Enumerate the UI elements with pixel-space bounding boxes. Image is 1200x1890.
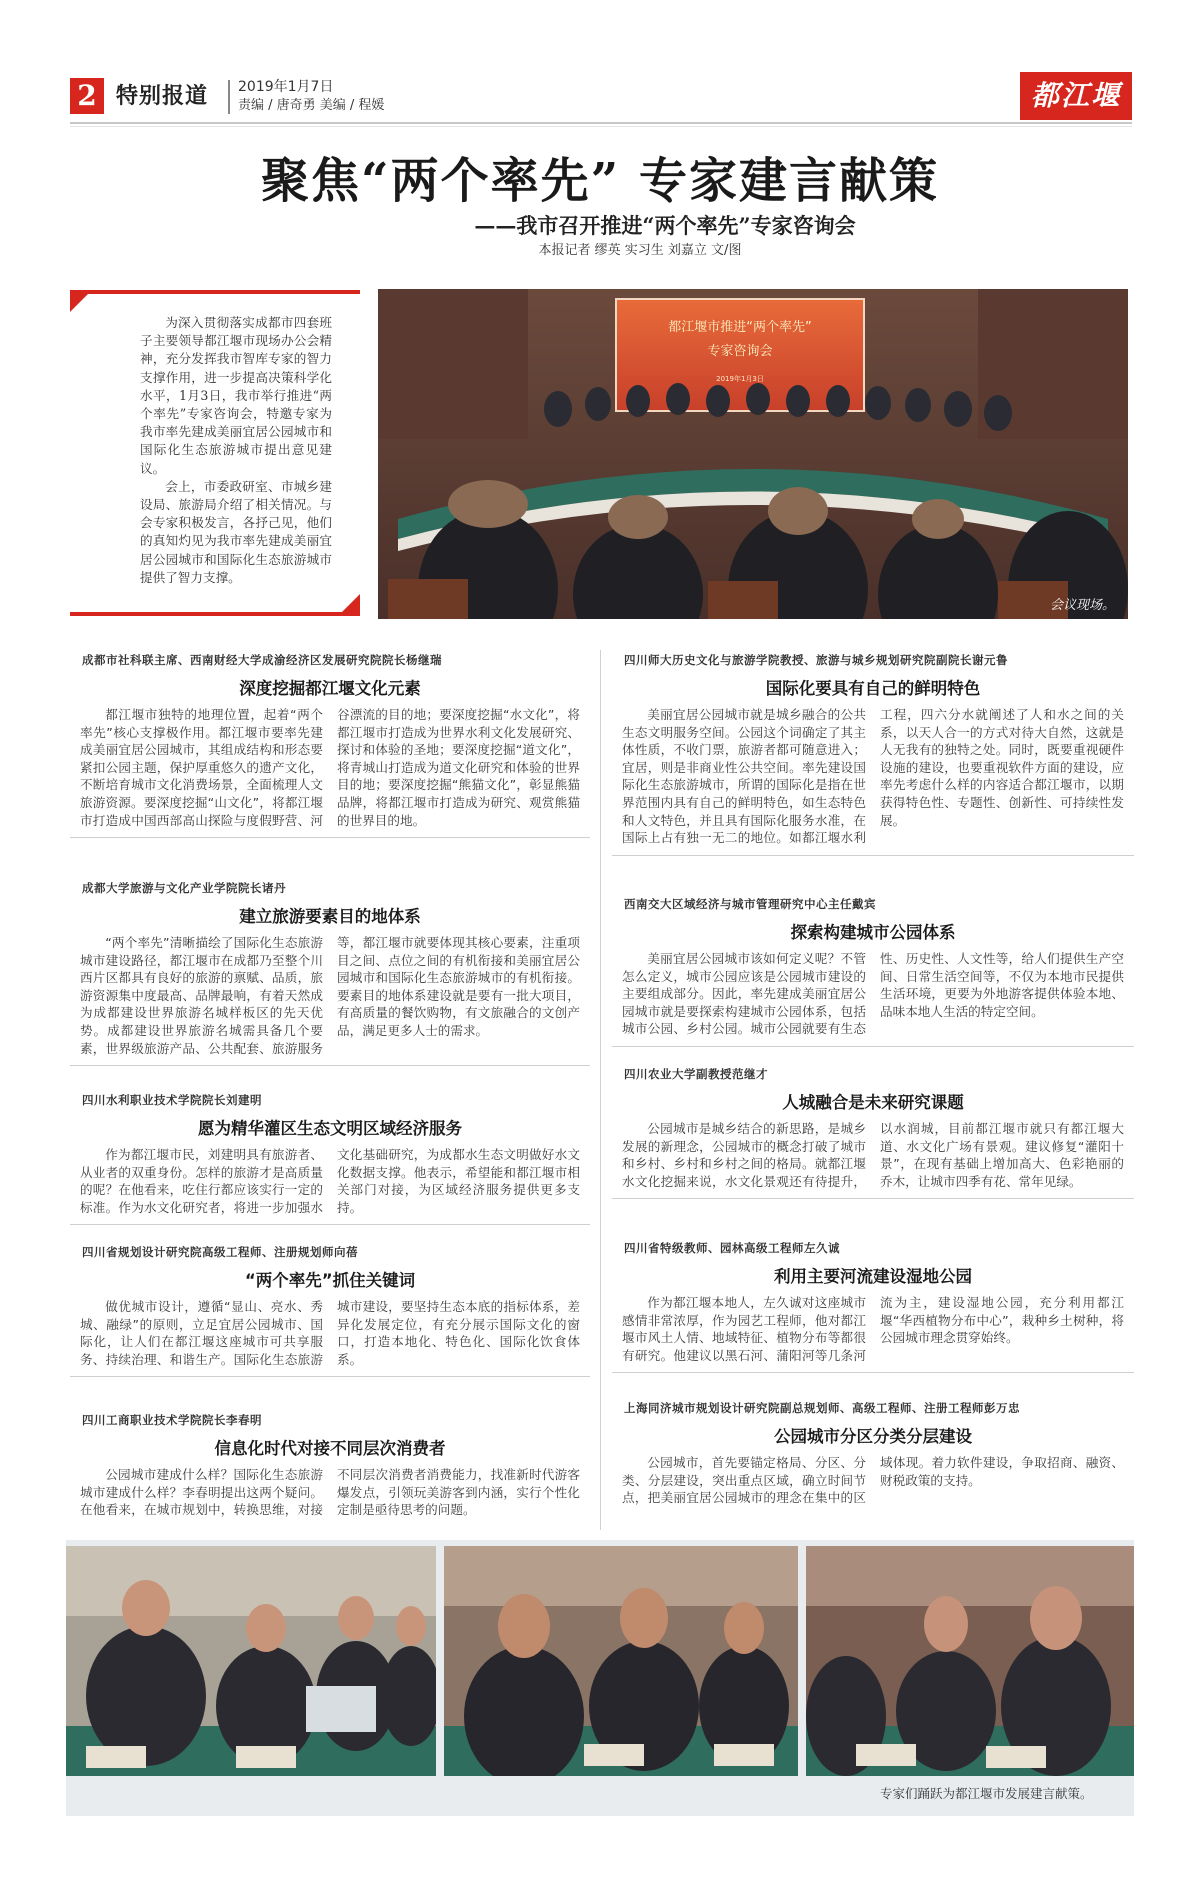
article: [70, 652, 590, 838]
article-rule: [612, 1046, 1134, 1047]
banner-line2: 专家咨询会: [707, 344, 773, 359]
article-body: [612, 1294, 1134, 1364]
main-photo-caption: 会议现场。: [1050, 598, 1116, 613]
article-paragraph: “两个率先”清晰描绘了国际化生态旅游城市建设路径，都江堰市在成都乃至整个川西片区都具有良好的旅游的禀赋、品质，旅游资源集中度最高、品牌最响，有着天然成为成都建设世界旅游名城样板区的先天优势。成都建设世界旅游名城需具备几个要素，世界级旅游产品、公共配套、旅游服务等，都江堰市就要体现其核心要素，注重项目之间、点位之间的有机衔接和美丽宜居公园城市和国际化生态旅游城市的有机衔接。要素目的地体系建设就是要有一批大项目，有高质量的餐饮购物，有文旅融合的文创产品，满足更多人士的需求。: [80, 935, 580, 1056]
article-rule: [612, 855, 1134, 856]
expert-photo-1: [66, 1546, 436, 1776]
article: [612, 896, 1134, 1047]
intro-text: [140, 314, 332, 587]
article-body: [612, 1454, 1134, 1507]
issue-date: 2019年1月7日: [238, 79, 334, 95]
banner-line1: 都江堰市推进“两个率先”: [668, 320, 812, 335]
article-title: “两个率先”抓住关键词: [244, 1271, 416, 1290]
article-paragraph: 公园城市是城乡结合的新思路，是城乡发展的新理念，公园城市的概念打破了城市和乡村、乡村和乡村之间的格局。就都江堰水文化挖掘来说，水文化景观还有待提升，以水润城，目前都江堰市就只有都江堰大道、水文化广场有景观。建议修复“灌阳十景”，在现有基础上增加高大、色彩艳丽的乔木，让城市四季有花、常年见绿。: [622, 1121, 1124, 1189]
article-paragraph: 都江堰市独特的地理位置，起着“两个率先”核心支撑极作用。都江堰市要率先建成美丽宜居公园城市，其组成结构和形态要紧扣公园主题，保护厚重悠久的遗产文化，不断培育城市文化消费场景，全面梳理人文旅游资源。要深度挖掘“山文化”，将都江堰市打造成中国西部高山探险与度假野营、河谷漂流的目的地；要深度挖掘“水文化”，将都江堰市打造成为世界水利文化发展研究、探讨和体验的圣地；要深度挖掘“道文化”，将青城山打造成为道文化研究和体验的世界目的地；要深度挖掘“熊猫文化”，彰显熊猫品牌，将都江堰市打造成为研究、观赏熊猫的世界目的地。: [80, 707, 580, 828]
bottom-photo-caption: 专家们踊跃为都江堰市发展建言献策。: [880, 1786, 1093, 1801]
article-body: [70, 1146, 590, 1216]
article-author: 四川水利职业技术学院院长刘建明: [82, 1093, 262, 1107]
article: [70, 1412, 590, 1519]
intro-paragraph: 为深入贯彻落实成都市四套班子主要领导都江堰市现场办公会精神，充分发挥我市智库专家的智力支撑作用，进一步提高决策科学化水平，1月3日，我市举行推进“两个率先”专家咨询会，特邀专家为我市率先建成美丽宜居公园城市和国际化生态旅游城市提出意见建议。: [140, 315, 332, 476]
intro-bottom-bar: [70, 612, 360, 616]
article-title: 信息化时代对接不同层次消费者: [214, 1439, 446, 1458]
meeting-scene: [378, 289, 1128, 619]
article-title: 人城融合是未来研究课题: [782, 1093, 964, 1112]
article-author: 西南交大区域经济与城市管理研究中心主任戴宾: [624, 897, 876, 911]
article-title: 深度挖掘都江堰文化元素: [239, 679, 421, 698]
article: [70, 1092, 590, 1225]
masthead-rule: [70, 122, 1132, 124]
article: [612, 1240, 1134, 1373]
article-body: [70, 934, 590, 1057]
article-author: 成都大学旅游与文化产业学院院长诸丹: [82, 881, 286, 895]
article-author: 四川省规划设计研究院高级工程师、注册规划师向蓓: [82, 1245, 358, 1259]
byline: 本报记者 缪英 实习生 刘嘉立 文/图: [538, 243, 742, 258]
article-paragraph: 做优城市设计，遵循“显山、亮水、秀城、融绿”的原则，立足宜居公园城市、国际化，让人们在都江堰这座城市可共享服务、持续治理、和谐生产。国际化生态旅游城市建设，要坚持生态本底的指标体系，差异化发展定位，有充分展示国际文化的窗口，打造本地化、特色化、国际化饮食体系。: [80, 1299, 580, 1367]
intro-top-bar: [70, 290, 360, 294]
intro-corner-accent: [70, 294, 88, 312]
article-author: 上海同济城市规划设计研究院副总规划师、高级工程师、注册工程师彭万忠: [624, 1401, 1020, 1415]
intro-paragraph: 会上，市委政研室、市城乡建设局、旅游局介绍了相关情况。与会专家积极发言，各抒己见，他们的真知灼见为我市率先建成美丽宜居公园城市和国际化生态旅游城市提供了智力支撑。: [140, 478, 332, 585]
subheadline: ——我市召开推进“两个率先”专家咨询会: [474, 213, 856, 238]
article-paragraph: 美丽宜居公园城市该如何定义呢？不管怎么定义，城市公园应该是公园城市建设的主要组成部分。因此，率先建成美丽宜居公园城市就是要探索构建城市公园体系，包括城市公园、乡村公园。城市公园就要有生态性、历史性、人文性等，给人们提供生产空间、日常生活空间等，不仅为本地市民提供生活环境，更要为外地游客提供体验本地、品味本地人生活的特定空间。: [622, 951, 1124, 1037]
article-paragraph: 作为都江堰本地人，左久诚对这座城市感情非常浓厚，作为园艺工程师，他对都江堰市风土人情、地域特征、植物分布等都很有研究。他建议以黑石河、蒲阳河等几条河流为主，建设湿地公园，充分利用都江堰“华西植物分布中心”，栽种乡土树种，将公园城市理念贯穿始终。: [622, 1295, 1124, 1363]
editors-credit: 责编 / 唐奇勇 美编 / 程媛: [238, 98, 385, 113]
article-title: 建立旅游要素目的地体系: [239, 907, 421, 926]
section-name: 特别报道: [116, 84, 209, 109]
article-paragraph: 作为都江堰市民，刘建明具有旅游者、从业者的双重身份。怎样的旅游才是高质量的呢？在他看来，吃住行都应该实行一定的标准。作为水文化研究者，将进一步加强水文化基础研究，为成都水生态文明做好水文化数据支撑。他表示，希望能和都江堰市相关部门对接，为区域经济服务提供更多支持。: [80, 1147, 580, 1215]
banner-date: 2019年1月3日: [716, 375, 764, 383]
article-body: [612, 950, 1134, 1038]
newspaper-logo: 都江堰报: [1020, 72, 1132, 120]
article: [70, 1244, 590, 1377]
expert-scene-3: [806, 1546, 1134, 1776]
article-title: 公园城市分区分类分层建设: [774, 1427, 972, 1446]
article: [612, 1400, 1134, 1507]
article-title: 利用主要河流建设湿地公园: [774, 1267, 972, 1286]
article-body: [70, 1298, 590, 1368]
article-body: [612, 706, 1134, 847]
article-author: 四川省特级教师、园林高级工程师左久诚: [624, 1241, 840, 1255]
article-rule: [612, 1372, 1134, 1373]
expert-photo-2: [444, 1546, 798, 1776]
article-paragraph: 美丽宜居公园城市就是城乡融合的公共生态文明服务空间。公园这个词确定了其主体性质，不收门票，旅游者都可随意进入；宜居，则是非商业性公共空间。率先建设国际化生态旅游城市，所谓的国际化是指在世界范围内具有自己的鲜明特色，如生态特色和人文特色，并且具有国际化服务水准，在国际上占有独一无二的地位。如都江堰水利工程，四六分水就阐述了人和水之间的关系，以天人合一的方式对待大自然，这就是人无我有的独特之处。同时，既要重视硬件设施的建设，也要重视软件方面的建设，应率先考虑什么样的内容适合都江堰市，以期获得特色性、专题性、创新性、可持续性发展。: [622, 707, 1124, 846]
meeting-photo: [378, 289, 1128, 619]
article-body: [612, 1120, 1134, 1190]
article-title: 探索构建城市公园体系: [790, 923, 956, 942]
article-author: 成都市社科联主席、西南财经大学成渝经济区发展研究院院长杨继瑞: [82, 653, 442, 667]
article-paragraph: 公园城市建成什么样？国际化生态旅游城市建成什么样？李春明提出这两个疑问。在他看来，在城市规划中，转换思维，对接不同层次消费者消费能力，找准新时代游客爆发点，引领玩美游客到内涵，实行个性化定制是亟待思考的问题。: [80, 1467, 580, 1518]
article-paragraph: 公园城市，首先要锚定格局、分区、分类、分层建设，突出重点区域，确立时间节点，把美丽宜居公园城市的理念在集中的区域体现。着力软件建设，争取招商、融资、财税政策的支持。: [622, 1455, 1124, 1506]
intro-corner-accent: [342, 594, 360, 612]
article-rule: [70, 837, 590, 838]
masthead-rule-thin: [70, 126, 1132, 127]
article-rule: [70, 1224, 590, 1225]
article: [70, 880, 590, 1066]
article-body: [70, 1466, 590, 1519]
expert-scene-1: [66, 1546, 436, 1776]
article-title: 愿为精华灌区生态文明区域经济服务: [198, 1119, 462, 1138]
headline: 聚焦“两个率先” 专家建言献策: [261, 153, 939, 209]
article-rule: [612, 1198, 1134, 1199]
article-title: 国际化要具有自己的鲜明特色: [765, 679, 981, 698]
article-body: [70, 706, 590, 829]
article: [612, 652, 1134, 856]
masthead-divider: [228, 80, 230, 114]
article-rule: [70, 1065, 590, 1066]
article-rule: [70, 1376, 590, 1377]
page-number: 2: [70, 78, 104, 114]
expert-scene-2: [444, 1546, 798, 1776]
article: [612, 1066, 1134, 1199]
column-divider: [600, 650, 601, 1530]
expert-photo-3: [806, 1546, 1134, 1776]
article-author: 四川师大历史文化与旅游学院教授、旅游与城乡规划研究院副院长谢元鲁: [624, 653, 1008, 667]
article-author: 四川农业大学副教授范继才: [624, 1067, 768, 1081]
article-author: 四川工商职业技术学院院长李春明: [82, 1413, 262, 1427]
